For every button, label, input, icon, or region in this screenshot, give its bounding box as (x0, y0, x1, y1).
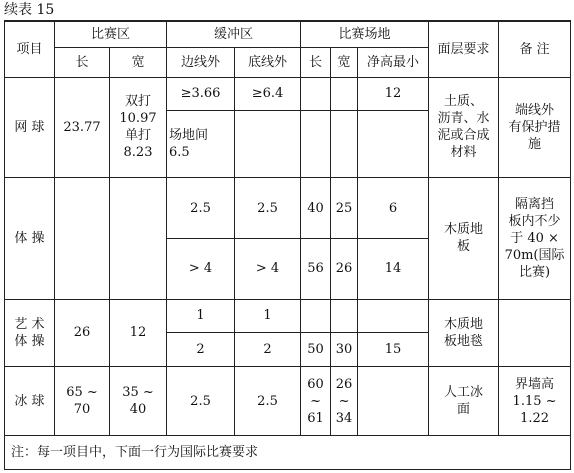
tennis-remark: 端线外 有保护措 施 (499, 77, 571, 178)
rhythmic-buffer-side: 1 (167, 299, 235, 333)
header-surface: 面层要求 (429, 21, 499, 77)
tennis-venue-width-intl (331, 111, 358, 178)
gymnastics-venue-width-intl: 26 (331, 238, 358, 299)
gymnastics-buffer-end-intl: > 4 (235, 238, 301, 299)
rhythmic-width: 12 (110, 299, 167, 366)
table-note: 注：每一项目中，下面一行为国际比赛要求 (5, 436, 571, 470)
rhythmic-venue-width-intl: 30 (331, 333, 358, 367)
row-name-rhythmic: 艺 术 体 操 (5, 299, 55, 366)
rhythmic-venue-length-intl: 50 (301, 333, 331, 367)
gymnastics-venue-length: 40 (301, 178, 331, 239)
row-name-tennis: 网 球 (5, 77, 55, 178)
ice-hockey-surface: 人工冰 面 (429, 366, 499, 436)
gymnastics-venue-width: 25 (331, 178, 358, 239)
rhythmic-buffer-end-intl: 2 (235, 333, 301, 367)
ice-hockey-buffer-end: 2.5 (235, 366, 301, 436)
header-buffer-end: 底线外 (235, 48, 301, 77)
rhythmic-remark (499, 299, 571, 366)
gymnastics-buffer-side: 2.5 (167, 178, 235, 239)
header-area-length: 长 (55, 48, 110, 77)
gymnastics-length (55, 178, 110, 299)
header-buffer-side: 边线外 (167, 48, 235, 77)
tennis-venue-width (331, 77, 358, 111)
tennis-width: 双打 10.97 单打 8.23 (110, 77, 167, 178)
sports-venue-table (4, 20, 571, 470)
row-name-ice-hockey: 冰 球 (5, 366, 55, 436)
ice-hockey-buffer-side: 2.5 (167, 366, 235, 436)
ice-hockey-venue-length: 60 ~ 61 (301, 366, 331, 436)
ice-hockey-venue-width: 26 ~ 34 (331, 366, 358, 436)
tennis-buffer-end: ≥6.4 (235, 77, 301, 111)
ice-hockey-venue-height (358, 366, 429, 436)
header-venue-height: 净高最小 (358, 48, 429, 77)
gymnastics-venue-length-intl: 56 (301, 238, 331, 299)
tennis-venue-height-intl (358, 111, 429, 178)
row-name-gymnastics: 体 操 (5, 178, 55, 299)
rhythmic-venue-height-intl: 15 (358, 333, 429, 367)
header-venue-length: 长 (301, 48, 331, 77)
tennis-surface: 土质、 沥青、水 泥或合成 材料 (429, 77, 499, 178)
gymnastics-buffer-side-intl: > 4 (167, 238, 235, 299)
rhythmic-buffer-end: 1 (235, 299, 301, 333)
tennis-buffer-side-intl: 场地间 6.5 (167, 111, 235, 178)
rhythmic-length: 26 (55, 299, 110, 366)
tennis-venue-height: 12 (358, 77, 429, 111)
rhythmic-surface: 木质地 板地毯 (429, 299, 499, 366)
tennis-buffer-end-intl (235, 111, 301, 178)
tennis-length: 23.77 (55, 77, 110, 178)
header-remark: 备 注 (499, 21, 571, 77)
header-area-width: 宽 (110, 48, 167, 77)
ice-hockey-length: 65 ~ 70 (55, 366, 110, 436)
ice-hockey-remark: 界墙高 1.15 ~ 1.22 (499, 366, 571, 436)
gymnastics-surface: 木质地 板 (429, 178, 499, 299)
gymnastics-venue-height-intl: 14 (358, 238, 429, 299)
tennis-buffer-side: ≥3.66 (167, 77, 235, 111)
header-venue-width: 宽 (331, 48, 358, 77)
rhythmic-venue-width (331, 299, 358, 333)
gymnastics-buffer-end: 2.5 (235, 178, 301, 239)
table-caption: 续表 15 (4, 2, 55, 18)
header-venue: 比赛场地 (301, 21, 429, 48)
tennis-venue-length-intl (301, 111, 331, 178)
header-area: 比赛区 (55, 21, 167, 48)
gymnastics-venue-height: 6 (358, 178, 429, 239)
tennis-venue-length (301, 77, 331, 111)
header-buffer: 缓冲区 (167, 21, 301, 48)
ice-hockey-width: 35 ~ 40 (110, 366, 167, 436)
rhythmic-venue-length (301, 299, 331, 333)
rhythmic-venue-height (358, 299, 429, 333)
gymnastics-remark: 隔离挡 板内不少 于 40 × 70m(国际 比赛) (499, 178, 571, 299)
header-item: 项目 (5, 21, 55, 77)
gymnastics-width (110, 178, 167, 299)
rhythmic-buffer-side-intl: 2 (167, 333, 235, 367)
